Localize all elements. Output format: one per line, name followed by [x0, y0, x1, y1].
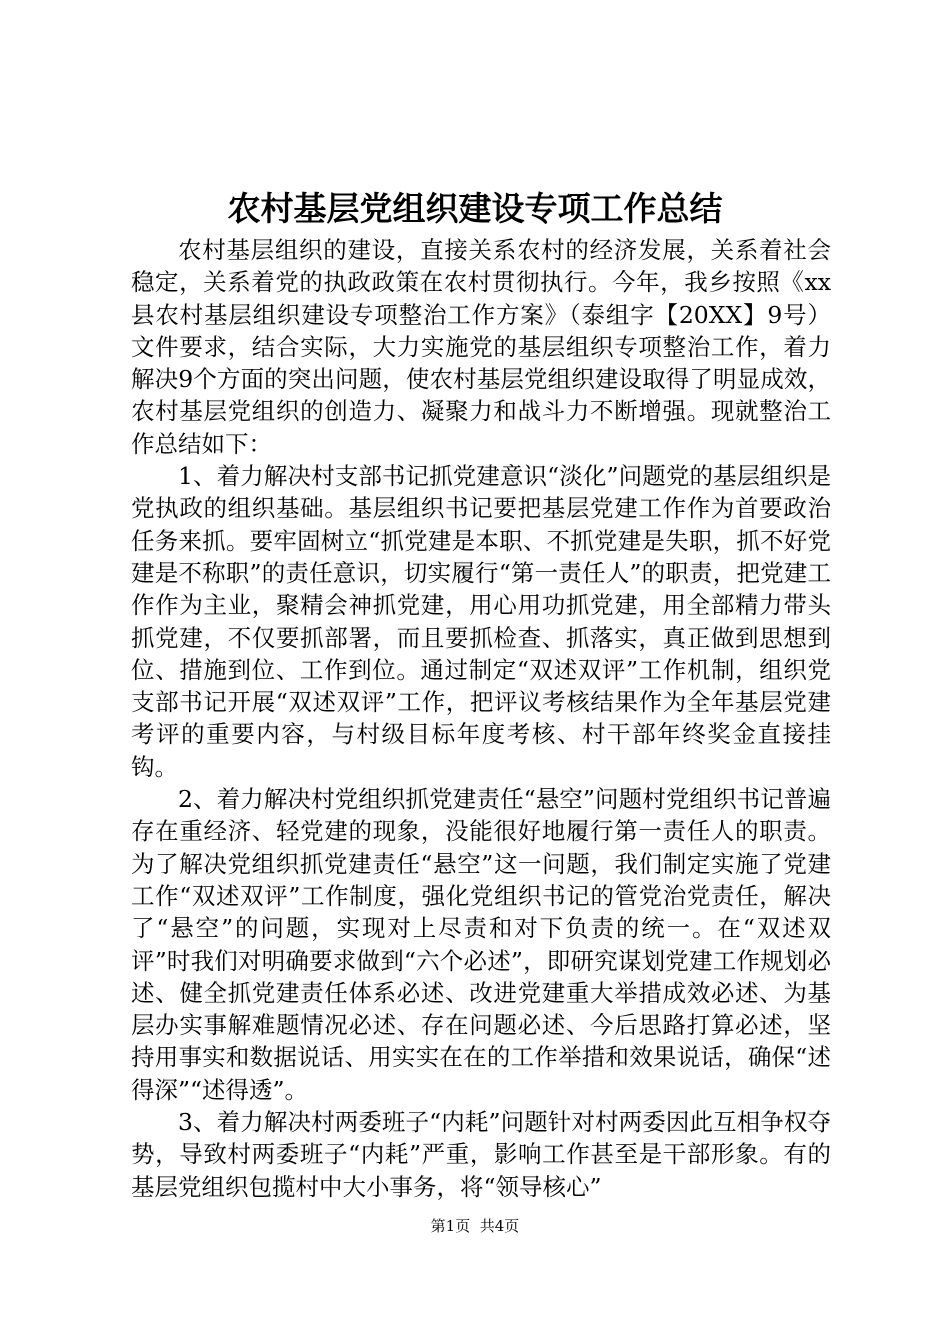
footer-spacer	[470, 1217, 480, 1235]
page-footer	[0, 1216, 950, 1236]
paragraph-intro: 农村基层组织的建设，直接关系农村的经济发展，关系着社会稳定，关系着党的执政政策在农村贯彻执行。今年，我乡按照《xx县农村基层组织建设专项整治工作方案》（泰组字【20XX】9号）文件要求，结合实际，大力实施党的基层组织专项整治工作，着力解决9个方面的突出问题，使农村基层党组织建设取得了明显成效，农村基层党组织的创造力、凝聚力和战斗力不断增强。现就整治工作总结如下：	[131, 236, 831, 458]
paragraph-section-2: 2、着力解决村党组织抓党建责任“悬空”问题村党组织书记普遍存在重经济、轻党建的现象，没能很好地履行第一责任人的职责。为了解决党组织抓党建责任“悬空”这一问题，我们制定实施了党建工作“双述双评”工作制度，强化党组织书记的管党治党责任，解决了“悬空”的问题，实现对上尽责和对下负责的统一。在“双述双评”时我们对明确要求做到“六个必述”，即研究谋划党建工作规划必述、健全抓党建责任体系必述、改进党建重大举措成效必述、为基层办实事解难题情况必述、存在问题必述、今后思路打算必述，坚持用事实和数据说话、用实实在在的工作举措和效果说话，确保“述得深”“述得透”。	[131, 785, 831, 1104]
page-number: 第1页	[430, 1217, 471, 1235]
document-title: 农村基层党组织建设专项工作总结	[227, 189, 723, 228]
document-body	[131, 234, 831, 1203]
paragraph-section-1: 1、着力解决村支部书记抓党建意识“淡化”问题党的基层组织是党执政的组织基础。基层组织书记要把基层党建工作作为首要政治任务来抓。要牢固树立“抓党建是本职、不抓党建是失职，抓不好党建是不称职”的责任意识，切实履行“第一责任人”的职责，把党建工作作为主业，聚精会神抓党建，用心用功抓党建，用全部精力带头抓党建，不仅要抓部署，而且要抓检查、抓落实，真正做到思想到位、措施到位、工作到位。通过制定“双述双评”工作机制，组织党支部书记开展“双述双评”工作，把评议考核结果作为全年基层党建考评的重要内容，与村级目标年度考核、村干部年终奖金直接挂钩。	[131, 462, 831, 781]
page-total: 共4页	[479, 1217, 520, 1235]
paragraph-section-3: 3、着力解决村两委班子“内耗”问题针对村两委因此互相争权夺势，导致村两委班子“内耗”严重，影响工作甚至是干部形象。有的基层党组织包揽村中大小事务，将“领导核心”	[131, 1108, 831, 1201]
